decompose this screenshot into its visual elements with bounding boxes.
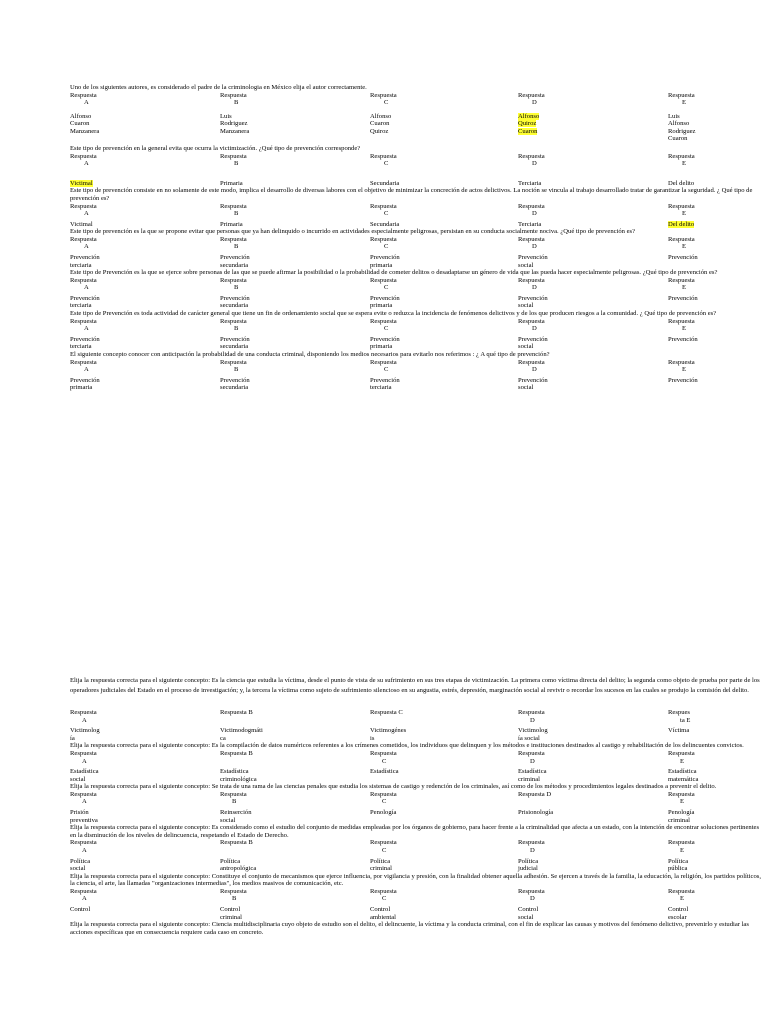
answer-header <box>370 359 518 374</box>
answer-option[interactable] <box>70 180 220 188</box>
answer-header-label: Respuesta <box>518 235 545 243</box>
answer-header <box>70 750 220 765</box>
answer-header-letter: A <box>82 895 87 903</box>
answer-header <box>518 236 668 251</box>
answer-header-label: Respuesta <box>518 839 545 847</box>
answer-header-letter: B <box>234 99 239 107</box>
answer-header-label: Respuesta <box>668 790 695 798</box>
answer-header-row <box>70 750 762 765</box>
question-block <box>70 310 762 351</box>
answer-header-label: Respuesta <box>70 358 97 366</box>
answer-option[interactable]: Prevención social <box>518 253 548 269</box>
answer-header <box>518 750 668 765</box>
answer-header <box>70 277 220 292</box>
answer-header <box>518 203 668 218</box>
answer-header-label: Respuesta <box>70 152 97 160</box>
answer-header-letter: D <box>532 160 537 168</box>
answer-header-letter: A <box>84 243 89 251</box>
answer-header-row <box>70 236 762 251</box>
answer-header <box>518 839 668 854</box>
answer-header-label: Respuesta <box>668 317 695 325</box>
answer-header-letter: E <box>680 757 685 765</box>
answer-header-letter: E <box>682 325 687 333</box>
answer-header <box>668 839 762 854</box>
answer-option[interactable]: Secundaria <box>370 179 400 187</box>
answer-header-letter: A <box>84 325 89 333</box>
highlighted-answer: Del delito <box>668 220 695 228</box>
question-block <box>70 228 762 269</box>
answer-header-letter: C <box>382 895 387 903</box>
answer-header <box>220 277 370 292</box>
answer-header-label: Respuesta <box>70 276 97 284</box>
question-block <box>70 742 762 783</box>
answer-header-label: Respuesta <box>220 91 247 99</box>
answer-header-label: Respuesta <box>370 91 397 99</box>
answer-header-row <box>70 92 762 107</box>
answer-option[interactable]: Prevención primaria <box>370 294 400 310</box>
answer-header-letter: A <box>84 99 89 107</box>
answer-header-letter: B <box>234 284 239 292</box>
answer-option[interactable]: Penología criminal <box>668 809 695 824</box>
answer-option[interactable]: Víctima <box>668 727 690 735</box>
answer-option[interactable]: Victimal <box>70 220 93 228</box>
answer-option[interactable] <box>668 221 762 229</box>
answer-header <box>668 92 762 107</box>
answer-header-letter: D <box>530 846 535 854</box>
answer-header-letter: B <box>232 798 237 806</box>
answer-header-letter: C <box>384 366 389 374</box>
answer-option[interactable]: Prevención <box>668 253 698 261</box>
answer-header <box>518 791 668 806</box>
answer-header-letter: D <box>530 757 535 765</box>
question-text: Este tipo de prevención es la que se propone evitar que personas que ya han delinquido o incurrido en actividades especialmente peligrosas, persistan en su conducta socialmente nociva. ¿Qué tipo de prevención es? <box>70 228 636 236</box>
answer-header <box>518 318 668 333</box>
answer-header-label: Respuesta <box>370 276 397 284</box>
answer-header-letter: E <box>682 99 687 107</box>
answer-header-row <box>70 318 762 333</box>
answer-header-letter: B <box>234 366 239 374</box>
answer-header-row <box>70 277 762 292</box>
answer-header-letter: A <box>82 846 87 854</box>
answer-header <box>668 750 762 765</box>
answer-header <box>518 92 668 107</box>
answer-option[interactable]: Prisión preventiva <box>70 809 98 824</box>
answer-header <box>370 203 518 218</box>
answer-header-label: Respuesta <box>370 152 397 160</box>
answer-options-row <box>70 906 762 921</box>
answer-header-label: Respuesta <box>668 887 695 895</box>
answer-header <box>370 839 518 854</box>
answer-header-letter: C <box>384 210 389 218</box>
answer-option[interactable]: Prevención <box>668 294 698 302</box>
answer-header-label: Respuesta <box>370 358 397 366</box>
answer-option[interactable]: Estadística criminal <box>518 768 547 783</box>
answer-header-label: Respuesta <box>70 790 97 798</box>
answer-header-label: Respuesta <box>70 202 97 210</box>
answer-option[interactable]: Prevención secundaria <box>220 376 250 392</box>
answer-option[interactable]: Terciaria <box>518 220 542 228</box>
answer-option[interactable]: Prevención social <box>518 335 548 351</box>
answer-header <box>220 709 370 724</box>
answer-header-letter: D <box>532 210 537 218</box>
answer-header-letter: B <box>234 160 239 168</box>
answer-header-letter: B <box>234 210 239 218</box>
answer-header-label: Respuesta <box>668 358 695 366</box>
answer-header <box>370 750 518 765</box>
answer-header-label: Respuesta <box>518 317 545 325</box>
question-text: Elija la respuesta correcta para el siguiente concepto: Es la ciencia que estudia la víctima, desde el punto de vista de su sufrimiento en sus tres etapas de victimización. La primera como víctima directa del delito; la segunda como objeto de prueba por parte de los operadores judiciales del Estado en el proceso de investigación; y, la tercera la víctima como sujeto de sufrimiento silencioso en su angustia, estrés, depresión, marginación social al revivir o recordar los sucesos en las cuales se produjo la comisión del delito. <box>70 677 760 694</box>
answer-header <box>70 888 220 903</box>
answer-header-row <box>70 839 762 854</box>
answer-header-label: Respuesta <box>70 709 97 717</box>
answer-option[interactable]: Terciaria <box>518 179 542 187</box>
answer-option[interactable]: Prevención <box>668 376 698 384</box>
answer-header-letter: B <box>234 243 239 251</box>
answer-header-label: Respuesta <box>220 317 247 325</box>
answer-option[interactable]: Alfonso Cuaron Manzanera <box>70 112 100 135</box>
answer-header-label: Respuesta <box>518 887 545 895</box>
answer-header-letter: C <box>382 846 387 854</box>
answer-option[interactable]: Control <box>70 905 91 913</box>
question-text: Elija la respuesta correcta para el siguiente concepto: Constituye el conjunto de mecanismos que ejerce influencia, por vigilancia y presión, con la finalidad obtener aquella adhesión. Se ejercen a través de la familia, la educación, la religión, los partidos políticos, la ciencia, el arte, las llamadas "organizaciones intermedias", los medios masivos de comunicación, etc. <box>70 872 761 888</box>
answer-header-label: Respuesta <box>370 202 397 210</box>
answer-header-letter: E <box>680 846 685 854</box>
answer-header-letter: D <box>530 895 535 903</box>
answer-option[interactable]: Estadística criminológica <box>220 768 257 783</box>
answer-header-letter: E <box>680 798 685 806</box>
answer-option[interactable]: Prevención secundaria <box>220 253 250 269</box>
answer-header <box>220 839 370 854</box>
answer-option[interactable]: Prevención primaria <box>370 335 400 351</box>
answer-header-letter: B <box>234 325 239 333</box>
answer-header <box>70 92 220 107</box>
answer-header-letter: A <box>82 798 87 806</box>
answer-header <box>70 839 220 854</box>
answer-options-row <box>70 809 762 824</box>
answer-header <box>370 888 518 903</box>
answer-option[interactable]: Primaria <box>220 179 243 187</box>
question-text: Este tipo de prevención consiste en no solamente de este modo, implica el desarrollo de diversas labores con el objetivo de minimizar la concreción de actos delictivos. La noción se vincula al trabajo desarrollado tratar de garantizar la seguridad. ¿ Qué tipo de prevención es? <box>70 187 753 202</box>
answer-options-row <box>70 768 762 783</box>
question-text: Elija la respuesta correcta para el siguiente concepto: Es la compilación de datos numéricos referentes a los crímenes cometidos, los individuos que delinquen y los métodos e instituciones destinados al castigo y rehabilitación de los delincuentes convictos. <box>70 742 744 750</box>
answer-option[interactable]: Prevención terciaria <box>70 294 100 310</box>
answer-header-letter: C <box>384 99 389 107</box>
question-block <box>70 84 762 143</box>
answer-header-letter: D <box>532 284 537 292</box>
answer-header-label: Respuesta <box>518 749 545 757</box>
answer-header-letter: A <box>82 716 87 724</box>
answer-header-letter: C <box>382 757 387 765</box>
answer-header <box>370 318 518 333</box>
answer-header-label: Respuesta <box>220 887 247 895</box>
answer-header-letter: B <box>232 895 237 903</box>
answer-option[interactable]: Alfonso Cuaron Quiroz <box>370 112 392 135</box>
answer-option[interactable]: Victimodogmáti ca <box>220 727 263 742</box>
answer-option[interactable]: Prevención primaria <box>370 253 400 269</box>
answer-option[interactable]: Estadística <box>370 768 399 776</box>
answer-header-label: Respuesta <box>370 317 397 325</box>
answer-option[interactable]: Secundaria <box>370 220 400 228</box>
answer-header-label: Respuesta <box>668 152 695 160</box>
question-block <box>70 873 762 921</box>
answer-header <box>370 277 518 292</box>
answer-header <box>668 709 762 724</box>
answer-options-row <box>70 336 762 351</box>
question-text: Uno de los siguientes autores, es considerado el padre de la criminologia en México elija el autor correctamente. <box>70 84 367 91</box>
answer-option[interactable]: Estadística matemática <box>668 768 699 783</box>
answer-option[interactable]: Política antropológica <box>220 857 257 873</box>
answer-header-label: Respuesta <box>220 790 247 798</box>
answer-header <box>668 318 762 333</box>
answer-header-letter: A <box>84 210 89 218</box>
answer-header-label: Respuesta <box>668 839 695 847</box>
answer-header-label: Respuesta <box>70 235 97 243</box>
answer-header-letter: C <box>384 160 389 168</box>
answer-option[interactable]: Prevención terciaria <box>370 376 400 392</box>
answer-header-label: Respuesta <box>668 235 695 243</box>
answer-header-label: Respuesta <box>370 235 397 243</box>
answer-header-label: Respuesta <box>518 276 545 284</box>
question-text: Este tipo de Prevención es la que se ejerce sobre personas de las que se puede afirmar la posibilidad o la probabilidad de cometer delitos o desadaptarse un género de vida que las pueda hacer especialmente peligrosas. ¿Qué tipo de prevención es? <box>70 269 718 277</box>
answer-header <box>668 359 762 374</box>
answer-header-label: Respuesta <box>220 276 247 284</box>
answer-header <box>220 359 370 374</box>
answer-header-label: Respuesta C <box>370 709 403 717</box>
question-text: Elija la respuesta correcta para el siguiente concepto: Se trata de una rama de las ciencias penales que estudia los sistemas de castigo y redención de los criminales, así como de los métodos y procedimientos legales destinados a prevenir el delito. <box>70 783 717 791</box>
question-text: Este tipo de prevención en la general evita que ocurra la victimización. ¿Qué tipo de prevención corresponde? <box>70 145 361 153</box>
answer-options-row <box>70 727 762 742</box>
answer-header <box>220 791 370 806</box>
answer-header-label: Respuesta <box>70 749 97 757</box>
answer-option[interactable]: Política criminal <box>370 857 392 873</box>
answer-header-label: Respuesta <box>518 709 545 717</box>
answer-header-letter: D <box>532 243 537 251</box>
answer-option[interactable] <box>518 113 668 143</box>
answer-option[interactable]: Prevención primaria <box>70 376 100 392</box>
answer-header <box>370 92 518 107</box>
answer-header-letter: A <box>84 366 89 374</box>
answer-header-letter: A <box>84 160 89 168</box>
answer-options-row <box>70 377 762 392</box>
answer-option[interactable]: Prevención terciaria <box>70 253 100 269</box>
answer-option[interactable]: Del delito <box>668 179 695 187</box>
answer-option[interactable]: Prisionología <box>518 809 554 817</box>
answer-header-row <box>70 203 762 218</box>
answer-options-row <box>70 858 762 873</box>
answer-option[interactable]: Primaria <box>220 220 243 228</box>
answer-option[interactable]: Prevención <box>668 335 698 343</box>
answer-header-letter: D <box>530 716 535 724</box>
question-text: Elija la respuesta correcta para el siguiente concepto: Ciencia multidisciplinaria cuyo objeto de estudio son el delito, el delincuente, la víctima y la conducta criminal, con el fin de explicar las causas y motivos del fenómeno delictivo, prevenirlo y estudiar las acciones específicas que en consecuencia requiere cada caso en concreto. <box>70 921 749 936</box>
answer-header-label: Respuesta <box>668 91 695 99</box>
answer-header <box>370 236 518 251</box>
answer-option[interactable]: Prevención secundaria <box>220 335 250 351</box>
answer-header-label: Respuesta <box>220 358 247 366</box>
answer-header-letter: ta E <box>680 716 691 724</box>
answer-header-letter: A <box>82 757 87 765</box>
answer-options-row <box>70 254 762 269</box>
answer-header-label: Respuesta B <box>220 709 253 717</box>
question-block <box>70 921 762 936</box>
answer-header-row <box>70 791 762 806</box>
answer-options-row <box>70 295 762 310</box>
answer-header-label: Respuesta B <box>220 839 253 847</box>
answer-header <box>70 203 220 218</box>
answer-option[interactable]: Reinserción social <box>220 809 252 824</box>
answer-header <box>70 791 220 806</box>
answer-header-label: Respuesta <box>220 202 247 210</box>
answer-header <box>370 153 518 168</box>
answer-header <box>220 236 370 251</box>
answer-header <box>518 277 668 292</box>
answer-header-label: Respuesta <box>370 839 397 847</box>
answer-header <box>668 791 762 806</box>
question-text: Este tipo de Prevención es toda actividad de carácter general que tiene un fin de ordenamiento social que se espera evite o reduzca la incidencia de fenómenos delictivos y de los que producen riesgos a la comunidad. ¿ Qué tipo de prevención es? <box>70 310 717 318</box>
answer-header-row <box>70 359 762 374</box>
answer-header <box>518 153 668 168</box>
answer-option[interactable]: Política judicial <box>518 857 539 873</box>
answer-option[interactable]: Victimogénes is <box>370 727 407 742</box>
answer-header <box>70 318 220 333</box>
answer-header <box>220 92 370 107</box>
answer-header-label: Respuesta <box>518 202 545 210</box>
answer-header <box>518 888 668 903</box>
answer-header-letter: A <box>84 284 89 292</box>
answer-option[interactable]: Control criminal <box>220 905 242 921</box>
answer-header <box>70 153 220 168</box>
answer-header-label: Respues <box>668 709 690 717</box>
answer-option[interactable]: Control social <box>518 905 539 921</box>
answer-option[interactable]: Política pública <box>668 857 689 873</box>
answer-header-row <box>70 153 762 168</box>
answer-option[interactable]: Prevención secundaria <box>220 294 250 310</box>
answer-header-letter: E <box>680 895 685 903</box>
answer-header <box>668 203 762 218</box>
answer-header-letter: E <box>682 160 687 168</box>
answer-header-label: Respuesta <box>220 152 247 160</box>
answer-header-label: Respuesta D <box>518 790 552 798</box>
answer-header-letter: C <box>384 243 389 251</box>
highlighted-answer: Victimal <box>70 179 93 187</box>
answer-header-letter: E <box>682 210 687 218</box>
answer-option[interactable]: Victimolog ía <box>70 727 100 742</box>
answer-header <box>668 153 762 168</box>
answer-header-label: Respuesta B <box>220 749 253 757</box>
highlighted-answer: Alfonso Quiroz Cuaron <box>518 112 540 135</box>
answer-header-label: Respuesta <box>668 276 695 284</box>
answer-header-letter: C <box>384 284 389 292</box>
answer-header-letter: E <box>682 243 687 251</box>
answer-option[interactable]: Luis Rodriguez Manzanera <box>220 112 250 135</box>
answer-header-label: Respuesta <box>370 790 397 798</box>
answer-header-row <box>70 709 762 724</box>
answer-header-label: Respuesta <box>668 202 695 210</box>
question-block <box>70 145 762 187</box>
question-text: El siguiente concepto conocer con anticipación la probabilidad de una conducta criminal, disponiendo los medios necesarios para evitarlo nos referimos : ¿ A qué tipo de prevención? <box>70 350 550 358</box>
answer-header <box>668 888 762 903</box>
answer-header-letter: D <box>532 366 537 374</box>
answer-header-letter: E <box>682 366 687 374</box>
answer-header-label: Respuesta <box>370 749 397 757</box>
answer-option[interactable]: Victimolog ía social <box>518 727 548 742</box>
answer-header-label: Respuesta <box>70 91 97 99</box>
answer-option[interactable]: Prevención social <box>518 376 548 392</box>
answer-header <box>70 359 220 374</box>
question-block <box>70 269 762 310</box>
answer-header-label: Respuesta <box>70 887 97 895</box>
question-block <box>70 351 762 392</box>
answer-header-label: Respuesta <box>518 91 545 99</box>
question-block <box>70 676 762 742</box>
answer-header <box>220 153 370 168</box>
answer-header-label: Respuesta <box>70 839 97 847</box>
answer-header-letter: D <box>532 99 537 107</box>
answer-header-label: Respuesta <box>70 317 97 325</box>
questions-top <box>70 84 762 392</box>
answer-option[interactable]: Política social <box>70 857 91 873</box>
answer-option[interactable]: Control ambiental <box>370 905 396 921</box>
question-text: Elija la respuesta correcta para el siguiente concepto: Es considerado como el estudio del conjunto de medidas empleadas por los órganos de gobierno, para hacer frente a la criminalidad que afecta a un estado, con la intención de encontrar soluciones pertinentes en la disminución de los niveles de delincuencia, respetando el Estado de Derecho. <box>70 824 760 839</box>
answer-header <box>220 203 370 218</box>
question-block <box>70 187 762 228</box>
answer-header <box>518 709 668 724</box>
answer-header-letter: D <box>532 325 537 333</box>
answer-header-label: Respuesta <box>518 152 545 160</box>
answer-header <box>70 236 220 251</box>
answer-option[interactable]: Penología <box>370 809 397 817</box>
answer-option[interactable]: Prevención terciaria <box>70 335 100 351</box>
question-block <box>70 824 762 872</box>
answer-header <box>220 318 370 333</box>
answer-header-label: Respuesta <box>220 235 247 243</box>
answer-option[interactable]: Prevención social <box>518 294 548 310</box>
answer-header <box>518 359 668 374</box>
answer-header <box>370 709 518 724</box>
answer-header-letter: C <box>382 798 387 806</box>
answer-header <box>70 709 220 724</box>
answer-option[interactable]: Estadística social <box>70 768 99 783</box>
answer-option[interactable]: Control escolar <box>668 905 689 921</box>
answer-header-row <box>70 888 762 903</box>
answer-header <box>220 888 370 903</box>
answer-options-row <box>70 180 762 188</box>
answer-header <box>220 750 370 765</box>
question-block <box>70 783 762 824</box>
questions-bottom <box>70 676 762 936</box>
answer-header <box>668 236 762 251</box>
answer-header-letter: E <box>682 284 687 292</box>
answer-header-label: Respuesta <box>370 887 397 895</box>
answer-header <box>370 791 518 806</box>
answer-options-row <box>70 221 762 229</box>
answer-options-row <box>70 113 762 143</box>
answer-option[interactable]: Luis Alfonso Rodriguez Cuaron <box>668 112 696 143</box>
answer-header-label: Respuesta <box>668 749 695 757</box>
answer-header <box>668 277 762 292</box>
answer-header-label: Respuesta <box>518 358 545 366</box>
answer-header-letter: C <box>384 325 389 333</box>
